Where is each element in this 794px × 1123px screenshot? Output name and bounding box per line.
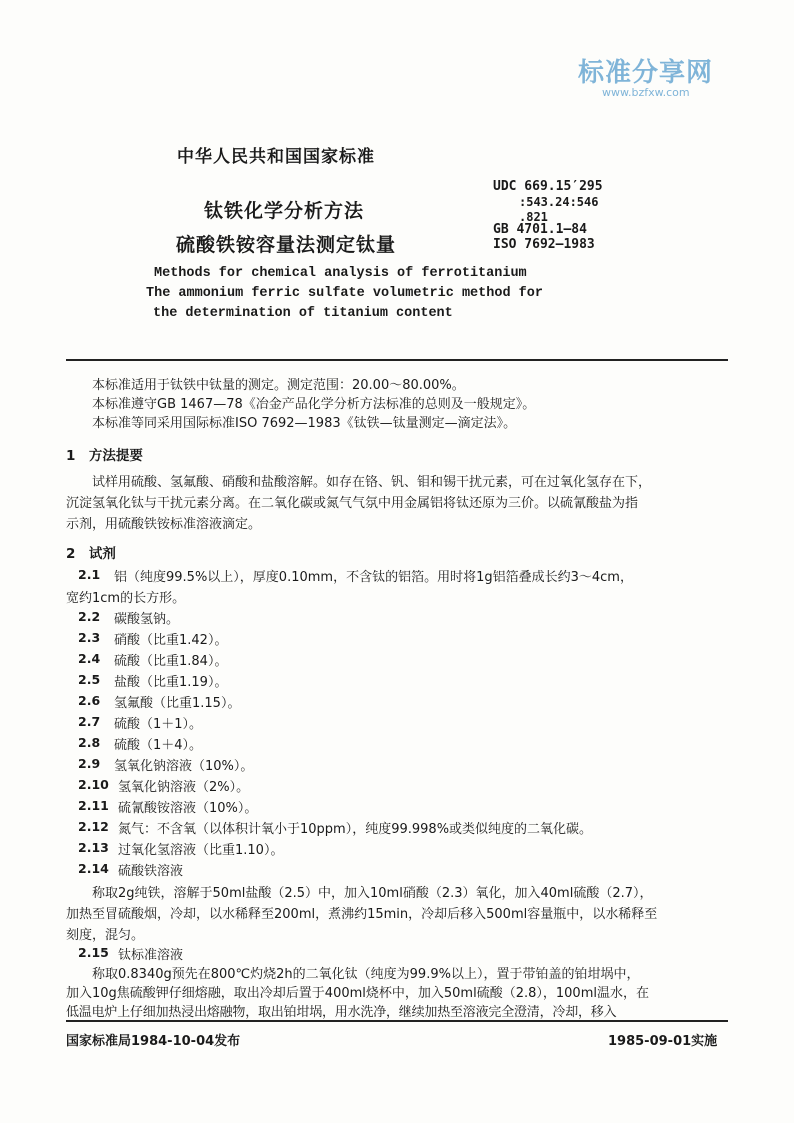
reagent-text: 宽约1cm的长方形。 [66,591,186,606]
reagent-text: 氮气：不含氧（以体积计氧小于10ppm），纯度99.998%或类似纯度的二氧化碳。 [118,822,593,837]
reagent-2-15-line: 称取0.8340g预先在800℃灼烧2h的二氧化钛（纯度为99.9%以上），置于带铂盖的铂坩埚中， [92,967,640,982]
issue-date: 国家标准局1984-10-04发布 [66,1034,241,1049]
reagent-text: 钛标准溶液 [118,948,184,963]
reagent-text: 过氧化氢溶液（比重1.10）。 [118,843,284,858]
section-1-line: 示剂，用硫酸铁铵标准溶液滴定。 [66,517,262,532]
title-line-1: 钛铁化学分析方法 [204,200,365,222]
intro-equivalence: 本标准等同采用国际标准ISO 7692—1983《钛铁—钛量测定—滴定法》。 [92,416,517,431]
udc-code-line-1: UDC 669.15′295 [493,179,603,194]
reagent-text: 硫酸（1＋1）。 [114,717,203,732]
reagent-number: 2.5 [78,672,101,687]
reagent-number: 2.13 [78,840,109,855]
udc-code-line-2: :543.24:546 [519,195,599,209]
section-1-heading: 1 方法提要 [66,448,143,464]
national-standard-heading: 中华人民共和国国家标准 [177,147,375,167]
reagent-number: 2.11 [78,798,109,813]
reagent-number: 2.10 [78,777,109,792]
reagent-number: 2.12 [78,819,109,834]
english-title-line-1: Methods for chemical analysis of ferrotitanium [154,266,527,281]
section-2-heading: 2 试剂 [66,546,116,562]
reagent-2-14-line: 刻度，混匀。 [66,928,145,943]
reagent-2-15-line: 低温电炉上仔细加热浸出熔融物，取出铂坩埚，用水洗净，继续加热至溶液完全澄清，冷却，移入 [66,1005,617,1020]
reagent-2-14-line: 加热至冒硫酸烟，冷却，以水稀释至200ml，煮沸约15min，冷却后移入500ml容量瓶中，以水稀释至 [66,907,658,922]
reagent-text: 氢氧化钠溶液（10%）。 [114,759,254,774]
udc-code-line-3: .821 [519,210,548,224]
section-1-line: 沉淀氢氧化钛与干扰元素分离。在二氧化碳或氮气气氛中用金属铝将钛还原为三价。以硫氰酸盐为指 [66,496,639,511]
effective-date: 1985-09-01实施 [608,1034,718,1049]
reagent-text: 硫氰酸铵溶液（10%）。 [118,801,258,816]
reagent-number: 2.15 [78,945,109,960]
reagent-2-14-line: 称取2g纯铁，溶解于50ml盐酸（2.5）中，加入10ml硝酸（2.3）氧化，加入40ml硫酸（2.7）， [92,886,653,901]
reagent-text: 硫酸（比重1.84）。 [114,654,228,669]
reagent-text: 盐酸（比重1.19）。 [114,675,228,690]
reagent-text: 硫酸（1＋4）。 [114,738,203,753]
iso-standard-code: ISO 7692—1983 [493,237,595,252]
reagent-number: 2.3 [78,630,101,645]
reagent-number: 2.8 [78,735,101,750]
footer-divider [66,1020,728,1022]
reagent-number: 2.1 [78,567,101,582]
reagent-text: 氢氧化钠溶液（2%）。 [118,780,250,795]
reagent-number: 2.9 [78,756,101,771]
intro-compliance: 本标准遵守GB 1467—78《冶金产品化学分析方法标准的总则及一般规定》。 [92,397,536,412]
header-divider [66,359,728,361]
reagent-text: 铝（纯度99.5%以上），厚度0.10mm，不含钛的铝箔。用时将1g铝箔叠成长约3～4cm， [114,570,633,585]
reagent-text: 氢氟酸（比重1.15）。 [114,696,241,711]
english-title-line-2: The ammonium ferric sulfate volumetric method for [146,286,543,301]
title-line-2: 硫酸铁铵容量法测定钛量 [176,234,397,256]
reagent-number: 2.14 [78,861,109,876]
intro-scope: 本标准适用于钛铁中钛量的测定。测定范围：20.00～80.00%。 [92,378,465,393]
reagent-text: 硝酸（比重1.42）。 [114,633,228,648]
reagent-number: 2.7 [78,714,101,729]
gb-standard-code: GB 4701.1—84 [493,222,587,237]
reagent-number: 2.6 [78,693,101,708]
reagent-text: 硫酸铁溶液 [118,864,184,879]
reagent-number: 2.4 [78,651,101,666]
reagent-2-15-line: 加入10g焦硫酸钾仔细熔融，取出冷却后置于400ml烧杯中，加入50ml硫酸（2.8），100ml温水，在 [66,986,649,1001]
reagent-text: 碳酸氢钠。 [114,612,180,627]
section-1-line: 试样用硫酸、氢氟酸、硝酸和盐酸溶解。如存在铬、钒、钼和锡干扰元素，可在过氧化氢存在下， [92,475,652,490]
watermark-logo-text: 标准分享网 [578,58,714,88]
reagent-number: 2.2 [78,609,101,624]
watermark-url: www.bzfxw.com [602,86,690,99]
english-title-line-3: the determination of titanium content [153,306,453,321]
